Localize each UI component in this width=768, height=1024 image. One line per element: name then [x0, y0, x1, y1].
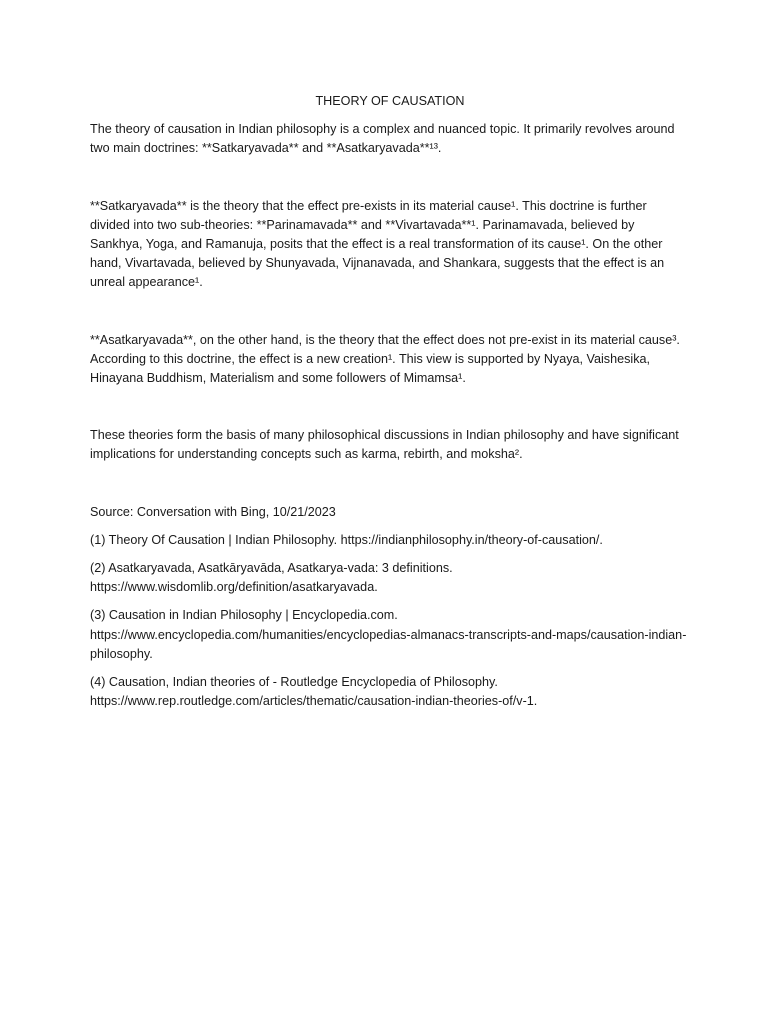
reference-item: (3) Causation in Indian Philosophy | Encyclopedia.com. https://www.encyclopedia.com/humanities/encyclopedias-almanacs-transcripts-and-maps/causation-indian-philosophy. [90, 608, 687, 661]
document-page [90, 92, 690, 720]
reference-item: (4) Causation, Indian theories of - Routledge Encyclopedia of Philosophy. https://www.rep.routledge.com/articles/thematic/causation-indian-theories-of/v-1. [90, 675, 538, 709]
reference-item: (1) Theory Of Causation | Indian Philosophy. https://indianphilosophy.in/theory-of-causation/. [90, 532, 603, 547]
reference-item: (2) Asatkaryavada, Asatkāryavāda, Asatkarya-vada: 3 definitions. https://www.wisdomlib.org/definition/asatkaryavada. [90, 561, 453, 595]
satkaryavada-paragraph: **Satkaryavada** is the theory that the effect pre-exists in its material cause¹. This doctrine is further divided into two sub-theories: **Parinamavada** and **Vivartavada**¹. Parinamavada, believed by Sankhya, Yoga, and Ramanuja, posits that the effect is a real transformation of its cause¹. On the other hand, Vivartavada, believed by Shunyavada, Vijnanavada, and Shankara, suggests that the effect is an unreal appearance¹. [90, 198, 665, 290]
document-title: THEORY OF CAUSATION [315, 94, 465, 108]
asatkaryavada-paragraph: **Asatkaryavada**, on the other hand, is the theory that the effect does not pre-exist in its material cause³. According to this doctrine, the effect is a new creation¹. This view is supported by Nyaya, Vaishesika, Hinayana Buddhism, Materialism and some followers of Mimamsa¹. [90, 332, 680, 386]
intro-paragraph: The theory of causation in Indian philosophy is a complex and nuanced topic. It primarily revolves around two main doctrines: **Satkaryavada** and **Asatkaryavada**¹³. [90, 122, 675, 156]
source-line: Source: Conversation with Bing, 10/21/2023 [90, 504, 336, 519]
conclusion-paragraph: These theories form the basis of many philosophical discussions in Indian philosophy and have significant implications for understanding concepts such as karma, rebirth, and moksha². [90, 428, 679, 462]
